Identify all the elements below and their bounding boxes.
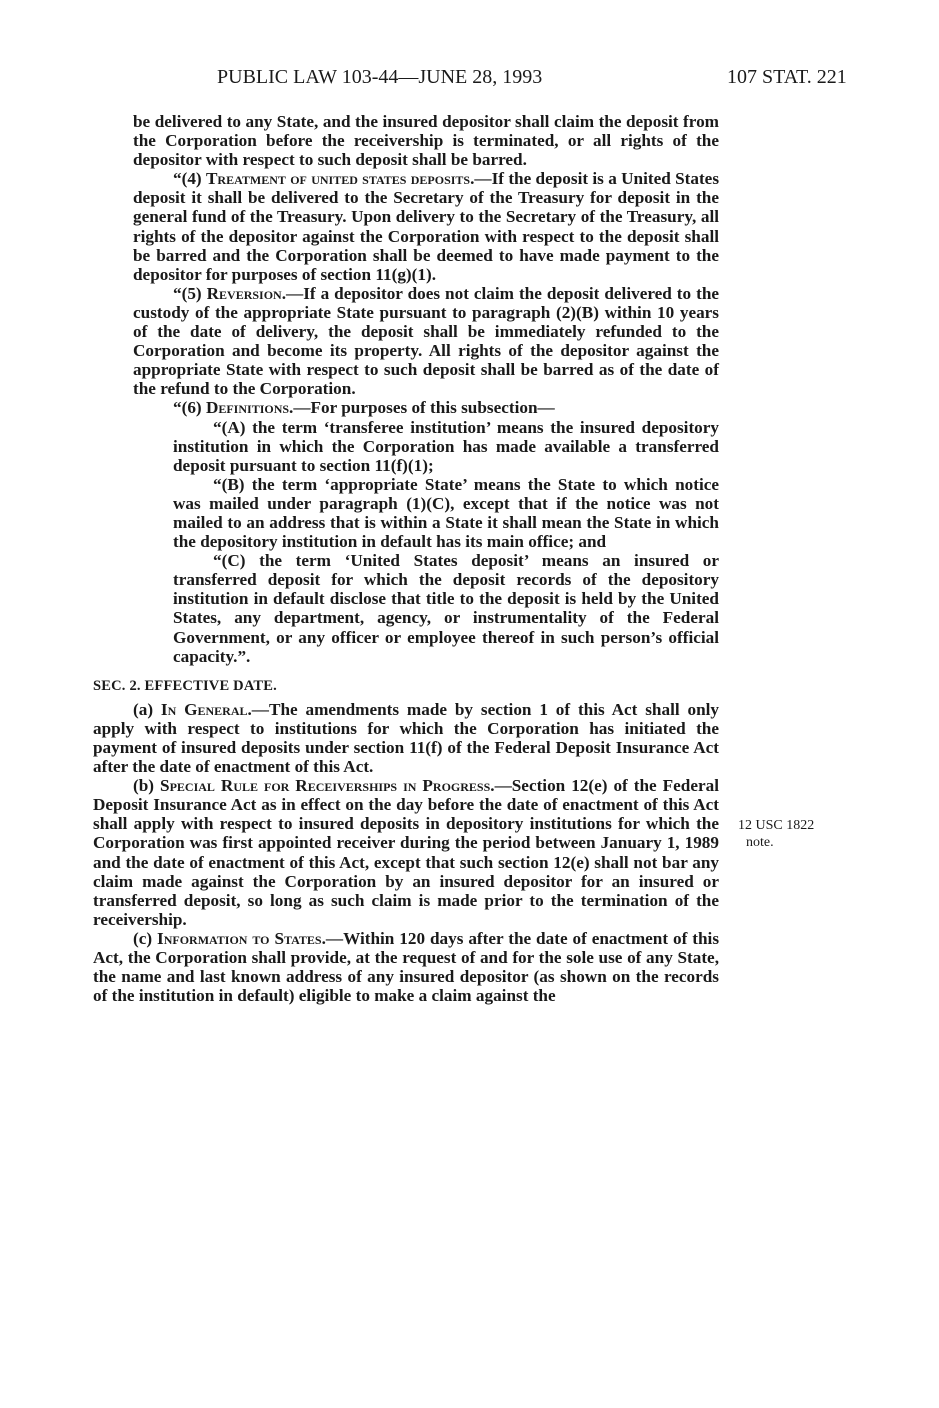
paragraph-5-heading: Reversion xyxy=(206,283,282,303)
definition-c: “(C) the term ‘United States deposit’ means an insured or transferred deposit for which the deposit records of the depository institution in default disclose that title to the deposit is held by the United States, any department, agency, or instrumentality of the Federal Government, or any officer or employee thereof in such person’s official capacity.”. xyxy=(173,551,719,666)
paragraph-5 xyxy=(133,284,719,399)
section-2-c-heading: Information to States xyxy=(157,928,322,948)
paragraph-4-heading: Treatment of united states deposits xyxy=(205,169,471,189)
section-2-b-number: (b) xyxy=(133,776,155,796)
paragraph-4 xyxy=(133,169,719,284)
paragraph-continuation: be delivered to any State, and the insured depositor shall claim the deposit from the Corporation before the receivership is terminated, or all rights of the depositor with respect to such deposit shall be barred. xyxy=(133,112,719,170)
definition-b: “(B) the term ‘appropriate State’ means the State to which notice was mailed under paragraph (1)(C), except that if the notice was not mailed to an address that is within a State it shall mean the State in which the depository institution in default has its main office; and xyxy=(173,474,719,552)
section-2-c xyxy=(93,929,719,1005)
margin-citation-code: 12 USC 1822 xyxy=(738,818,815,833)
paragraph-6-text: .—For purposes of this subsection— xyxy=(289,398,555,418)
section-2-a xyxy=(93,700,719,776)
paragraph-5-number: “(5) xyxy=(173,283,202,303)
paragraph-4-text: .—If the deposit is a United States deposit it shall be delivered to the Secretary of the Treasury for deposit in the general fund of the Treasury. Upon delivery to the Secretary of the Treasury, all rights of the depositor against the Corporation with respect to the deposit shall be barred and the Corporation shall be deemed to have made payment to the depositor for purposes of section 11(g)(1). xyxy=(133,169,720,284)
section-2-a-text: .—The amendments made by section 1 of this Act shall only apply with respect to institutions for which the Corporation has initiated the payment of insured deposits under section 11(f) of the Federal Deposit Insurance Act after the date of enactment of this Act. xyxy=(93,699,719,777)
section-2-a-number: (a) xyxy=(133,699,154,719)
section-2-a-heading: In General xyxy=(160,699,248,719)
section-2-c-text: .—Within 120 days after the date of enactment of this Act, the Corporation shall provide, at the request of and for the sole use of any State, the name and last known address of any insured depositor (as shown on the records of the institution in default) eligible to make a claim against the xyxy=(93,928,720,1006)
page-body xyxy=(93,112,719,1005)
definition-a: “(A) the term ‘transferee institution’ means the insured depository institution in which the Corporation has made available a transferred deposit pursuant to section 11(f)(1); xyxy=(173,417,719,475)
header-title: PUBLIC LAW 103-44—JUNE 28, 1993 xyxy=(217,66,543,88)
section-2-b xyxy=(93,776,719,929)
section-2-b-heading: Special Rule for Receiverships in Progress xyxy=(160,776,491,796)
section-2-c-number: (c) xyxy=(133,928,153,948)
paragraph-4-number: “(4) xyxy=(173,169,202,189)
header-page-ref: 107 STAT. 221 xyxy=(727,66,847,88)
margin-citation xyxy=(738,817,848,851)
paragraph-6-heading: Definitions xyxy=(205,398,290,418)
section-heading: SEC. 2. EFFECTIVE DATE. xyxy=(93,677,278,694)
paragraph-6 xyxy=(133,398,719,417)
running-header xyxy=(0,64,939,90)
margin-citation-note: note. xyxy=(746,835,774,850)
subsection-block xyxy=(93,112,719,418)
paragraph-5-text: .—If a depositor does not claim the deposit delivered to the custody of the appropriate State pursuant to paragraph (2)(B) within 10 years of the date of delivery, the deposit shall be immediately refunded to the Corporation and become its property. All rights of the depositor against the appropriate State with respect to such deposit shall be barred as of the date of the refund to the Corporation. xyxy=(133,283,720,399)
definitions-list xyxy=(93,418,719,666)
section-2-b-text: .—Section 12(e) of the Federal Deposit Insurance Act as in effect on the day before the date of enactment of this Act shall apply with respect to insured deposits in depository institutions for which the Corporation was first appointed receiver during the period between January 1, 1989 and the date of enactment of this Act, except that such section 12(e) shall not bar any claim made against the Corporation by an insured depositor for an insured or transferred deposit, so long as such claim is made prior to the termination of the receivership. xyxy=(93,776,719,929)
paragraph-6-number: “(6) xyxy=(173,398,202,418)
